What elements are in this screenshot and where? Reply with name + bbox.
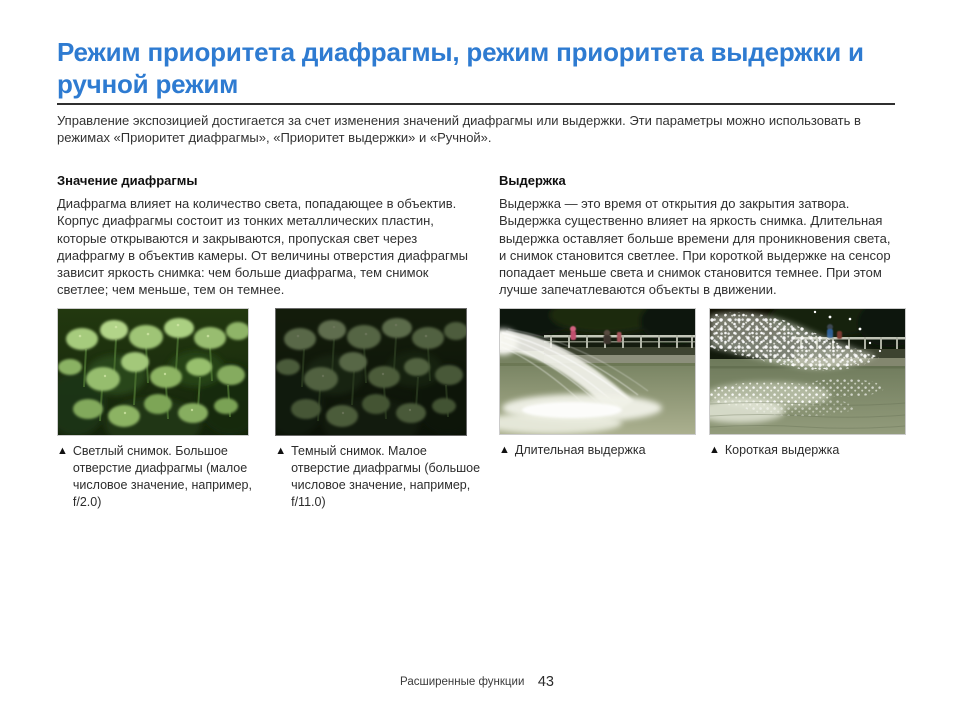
- intro-paragraph: Управление экспозицией достигается за счет изменения значений диафрагмы или выдержки. Эти параметры можно использовать в режимах «Приоритет диафрагмы», «Приоритет выдержки» и «Ручной».: [57, 113, 861, 145]
- short-exposure-fountain-photo: [709, 308, 906, 435]
- aperture-figures: [57, 308, 481, 511]
- caption-text: Светлый снимок. Большое отверстие диафрагмы (малое числовое значение, например, f/2.0): [72, 443, 252, 509]
- section-shutter: [499, 172, 899, 459]
- section-aperture: [57, 172, 481, 511]
- caption-text: Длительная выдержка: [514, 442, 646, 457]
- footer-section-label: Расширенные функции: [400, 676, 525, 688]
- caption-text: Короткая выдержка: [724, 442, 840, 457]
- figure-long-exposure: [499, 308, 696, 459]
- figure-caption: [499, 442, 696, 459]
- page-number: 43: [537, 674, 554, 690]
- triangle-up-icon: ▲: [275, 444, 287, 457]
- figure-dark-plants: [275, 308, 481, 511]
- caption-text: Темный снимок. Малое отверстие диафрагмы (большое числовое значение, например, f/11.0): [291, 443, 481, 509]
- shutter-figures: [499, 308, 899, 459]
- figure-caption: [275, 443, 481, 511]
- shutter-heading: Выдержка: [499, 173, 566, 188]
- triangle-up-icon: ▲: [57, 444, 68, 457]
- aperture-heading: Значение диафрагмы: [57, 173, 198, 188]
- triangle-up-icon: ▲: [709, 443, 720, 456]
- figure-bright-plants: [57, 308, 262, 511]
- title-rule: [57, 103, 895, 105]
- page-header: [57, 36, 895, 146]
- figure-caption: [57, 443, 262, 511]
- shutter-body: Выдержка — это время от открытия до закрытия затвора. Выдержка существенно влияет на яркость снимка. Длительная выдержка оставляет больше времени для проникновения света, и снимок становится светлее. При короткой выдержке на сенсор попадает меньше света и снимок становится темнее. При этом лучше запечатлеваются объекты в движении.: [499, 196, 891, 298]
- long-exposure-fountain-photo: [499, 308, 696, 435]
- aperture-body: Диафрагма влияет на количество света, попадающее в объектив. Корпус диафрагмы состоит из тонких металлических пластин, которые открываются и закрываются, пропуская свет через диафрагму в объектив камеры. От величины отверстия диафрагмы зависит яркость снимка: чем больше диафрагма, тем снимок светлее; чем меньше, тем он темнее.: [57, 196, 469, 298]
- dark-plants-photo: [275, 308, 467, 436]
- page-title: Режим приоритета диафрагмы, режим приоритета выдержки и ручной режим: [57, 37, 864, 99]
- bright-plants-photo: [57, 308, 249, 436]
- triangle-up-icon: ▲: [499, 443, 510, 456]
- page-footer: [0, 673, 954, 691]
- figure-short-exposure: [709, 308, 906, 459]
- figure-caption: [709, 442, 906, 459]
